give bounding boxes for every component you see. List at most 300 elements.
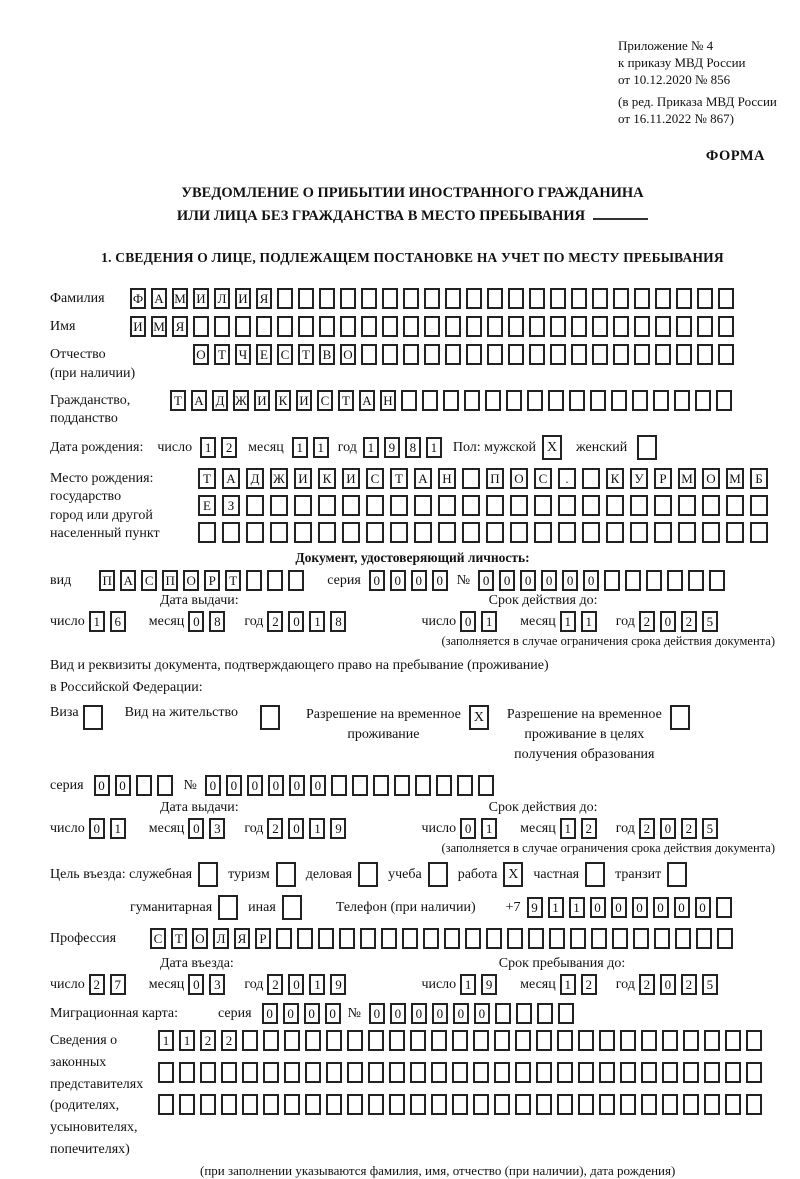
char-box[interactable]: И [294, 468, 312, 489]
char-box[interactable] [360, 928, 376, 949]
char-box[interactable] [508, 344, 524, 365]
stay-day-boxes[interactable] [460, 974, 502, 995]
char-box[interactable]: 1 [309, 611, 325, 632]
char-box[interactable] [537, 1003, 553, 1024]
char-box[interactable] [381, 928, 397, 949]
char-box[interactable] [352, 775, 368, 796]
char-box[interactable] [725, 1030, 741, 1051]
char-box[interactable] [716, 390, 732, 411]
char-box[interactable] [486, 928, 502, 949]
char-box[interactable]: 1 [292, 437, 308, 458]
char-box[interactable] [342, 522, 360, 543]
char-box[interactable] [452, 1062, 468, 1083]
char-box[interactable] [267, 570, 283, 591]
char-box[interactable]: Е [198, 495, 216, 516]
char-box[interactable] [678, 495, 696, 516]
char-box[interactable] [443, 390, 459, 411]
char-box[interactable] [368, 1094, 384, 1115]
char-box[interactable]: Я [234, 928, 250, 949]
char-box[interactable]: 1 [200, 437, 216, 458]
char-box[interactable] [625, 570, 641, 591]
char-box[interactable] [612, 928, 628, 949]
doc-valid-year-boxes[interactable] [639, 611, 723, 632]
temp-residence-checkbox[interactable]: X [469, 705, 489, 730]
char-box[interactable] [326, 1062, 342, 1083]
char-box[interactable] [366, 522, 384, 543]
char-box[interactable] [263, 1030, 279, 1051]
char-box[interactable] [718, 316, 734, 337]
char-box[interactable] [696, 928, 712, 949]
char-box[interactable] [431, 1094, 447, 1115]
char-box[interactable] [549, 928, 565, 949]
char-box[interactable]: М [678, 468, 696, 489]
char-box[interactable]: Н [380, 390, 396, 411]
char-box[interactable]: Ф [130, 288, 146, 309]
char-box[interactable] [478, 775, 494, 796]
char-box[interactable]: Л [213, 928, 229, 949]
char-box[interactable] [494, 1062, 510, 1083]
visa-checkbox[interactable] [83, 705, 103, 730]
char-box[interactable] [235, 316, 251, 337]
char-box[interactable]: С [277, 344, 293, 365]
char-box[interactable]: 1 [560, 611, 576, 632]
char-box[interactable] [487, 344, 503, 365]
char-box[interactable]: Ч [235, 344, 251, 365]
char-box[interactable] [136, 775, 152, 796]
char-box[interactable] [702, 522, 720, 543]
char-box[interactable] [676, 316, 692, 337]
char-box[interactable]: С [141, 570, 157, 591]
char-box[interactable] [662, 1062, 678, 1083]
char-box[interactable] [582, 468, 600, 489]
birth-day-boxes[interactable] [200, 437, 242, 458]
char-box[interactable]: 1 [460, 974, 476, 995]
char-box[interactable] [611, 390, 627, 411]
char-box[interactable] [606, 495, 624, 516]
char-box[interactable]: 0 [562, 570, 578, 591]
char-box[interactable] [534, 495, 552, 516]
representatives-boxes-3[interactable] [158, 1094, 767, 1115]
char-box[interactable]: 0 [583, 570, 599, 591]
birthplace-boxes-1[interactable] [198, 468, 774, 489]
char-box[interactable] [536, 1030, 552, 1051]
char-box[interactable] [485, 390, 501, 411]
char-box[interactable]: 0 [460, 818, 476, 839]
permit-number-boxes[interactable] [205, 775, 499, 796]
name-boxes[interactable] [130, 316, 739, 337]
char-box[interactable] [424, 316, 440, 337]
char-box[interactable] [641, 1094, 657, 1115]
char-box[interactable]: 0 [188, 611, 204, 632]
char-box[interactable] [222, 522, 240, 543]
char-box[interactable] [725, 1062, 741, 1083]
char-box[interactable]: И [296, 390, 312, 411]
char-box[interactable] [529, 316, 545, 337]
char-box[interactable] [487, 288, 503, 309]
char-box[interactable] [242, 1094, 258, 1115]
char-box[interactable] [683, 1062, 699, 1083]
char-box[interactable] [462, 495, 480, 516]
char-box[interactable] [347, 1062, 363, 1083]
permit-valid-month-boxes[interactable] [560, 818, 602, 839]
char-box[interactable] [462, 522, 480, 543]
char-box[interactable] [410, 1094, 426, 1115]
char-box[interactable]: А [414, 468, 432, 489]
char-box[interactable]: О [183, 570, 199, 591]
char-box[interactable] [415, 775, 431, 796]
char-box[interactable] [473, 1094, 489, 1115]
char-box[interactable] [394, 775, 410, 796]
char-box[interactable] [667, 570, 683, 591]
char-box[interactable]: Т [338, 390, 354, 411]
char-box[interactable] [465, 928, 481, 949]
char-box[interactable]: И [130, 316, 146, 337]
char-box[interactable] [444, 928, 460, 949]
char-box[interactable] [702, 495, 720, 516]
char-box[interactable] [242, 1030, 258, 1051]
char-box[interactable] [655, 344, 671, 365]
char-box[interactable] [718, 288, 734, 309]
char-box[interactable] [641, 1062, 657, 1083]
char-box[interactable] [423, 928, 439, 949]
char-box[interactable] [410, 1062, 426, 1083]
char-box[interactable]: 8 [209, 611, 225, 632]
char-box[interactable]: 0 [268, 775, 284, 796]
char-box[interactable]: 1 [309, 818, 325, 839]
char-box[interactable]: 0 [411, 1003, 427, 1024]
char-box[interactable] [457, 775, 473, 796]
char-box[interactable] [452, 1094, 468, 1115]
char-box[interactable]: 2 [200, 1030, 216, 1051]
char-box[interactable]: О [192, 928, 208, 949]
char-box[interactable] [193, 316, 209, 337]
char-box[interactable] [653, 390, 669, 411]
char-box[interactable]: 6 [110, 611, 126, 632]
char-box[interactable] [318, 522, 336, 543]
char-box[interactable] [263, 1062, 279, 1083]
char-box[interactable]: Р [204, 570, 220, 591]
char-box[interactable] [294, 522, 312, 543]
char-box[interactable]: 0 [590, 897, 606, 918]
char-box[interactable] [288, 570, 304, 591]
char-box[interactable] [403, 288, 419, 309]
char-box[interactable] [445, 288, 461, 309]
char-box[interactable] [746, 1062, 762, 1083]
char-box[interactable]: 1 [581, 611, 597, 632]
char-box[interactable] [256, 316, 272, 337]
char-box[interactable] [277, 316, 293, 337]
char-box[interactable]: 1 [481, 818, 497, 839]
char-box[interactable]: А [151, 288, 167, 309]
permit-valid-year-boxes[interactable] [639, 818, 723, 839]
char-box[interactable] [613, 316, 629, 337]
char-box[interactable] [558, 1003, 574, 1024]
char-box[interactable] [318, 928, 334, 949]
char-box[interactable]: 7 [110, 974, 126, 995]
char-box[interactable]: И [342, 468, 360, 489]
char-box[interactable]: 0 [325, 1003, 341, 1024]
char-box[interactable] [424, 288, 440, 309]
char-box[interactable] [716, 897, 732, 918]
char-box[interactable]: С [534, 468, 552, 489]
char-box[interactable]: А [120, 570, 136, 591]
char-box[interactable] [592, 344, 608, 365]
char-box[interactable] [578, 1062, 594, 1083]
char-box[interactable] [305, 1062, 321, 1083]
char-box[interactable]: 0 [115, 775, 131, 796]
char-box[interactable]: Т [225, 570, 241, 591]
char-box[interactable] [326, 1094, 342, 1115]
char-box[interactable]: 0 [432, 570, 448, 591]
char-box[interactable]: 2 [681, 611, 697, 632]
char-box[interactable] [655, 288, 671, 309]
char-box[interactable]: Т [214, 344, 230, 365]
char-box[interactable] [676, 288, 692, 309]
stay-month-boxes[interactable] [560, 974, 602, 995]
char-box[interactable] [402, 928, 418, 949]
char-box[interactable] [662, 1094, 678, 1115]
char-box[interactable]: 2 [221, 437, 237, 458]
char-box[interactable] [717, 928, 733, 949]
char-box[interactable]: Т [171, 928, 187, 949]
char-box[interactable] [571, 288, 587, 309]
char-box[interactable]: 1 [309, 974, 325, 995]
char-box[interactable] [366, 495, 384, 516]
char-box[interactable] [620, 1030, 636, 1051]
char-box[interactable]: 1 [179, 1030, 195, 1051]
char-box[interactable] [590, 390, 606, 411]
purpose-study-checkbox[interactable] [428, 862, 448, 887]
char-box[interactable]: 2 [639, 611, 655, 632]
char-box[interactable]: 0 [390, 1003, 406, 1024]
char-box[interactable] [158, 1062, 174, 1083]
char-box[interactable] [634, 344, 650, 365]
char-box[interactable] [646, 570, 662, 591]
char-box[interactable] [414, 522, 432, 543]
char-box[interactable] [464, 390, 480, 411]
birth-year-boxes[interactable] [363, 437, 447, 458]
char-box[interactable] [704, 1094, 720, 1115]
purpose-work-checkbox[interactable]: X [503, 862, 523, 887]
char-box[interactable] [515, 1062, 531, 1083]
char-box[interactable]: Д [212, 390, 228, 411]
char-box[interactable]: . [558, 468, 576, 489]
char-box[interactable] [697, 316, 713, 337]
char-box[interactable] [654, 495, 672, 516]
char-box[interactable] [200, 1094, 216, 1115]
char-box[interactable]: Б [750, 468, 768, 489]
char-box[interactable] [507, 928, 523, 949]
char-box[interactable] [368, 1062, 384, 1083]
char-box[interactable] [516, 1003, 532, 1024]
female-checkbox[interactable] [637, 435, 657, 460]
char-box[interactable] [678, 522, 696, 543]
char-box[interactable]: 0 [695, 897, 711, 918]
char-box[interactable] [462, 468, 480, 489]
char-box[interactable]: П [486, 468, 504, 489]
char-box[interactable]: 0 [499, 570, 515, 591]
char-box[interactable]: Л [214, 288, 230, 309]
char-box[interactable]: С [150, 928, 166, 949]
char-box[interactable] [613, 288, 629, 309]
char-box[interactable] [704, 1062, 720, 1083]
char-box[interactable]: 0 [660, 818, 676, 839]
char-box[interactable] [599, 1094, 615, 1115]
char-box[interactable] [726, 495, 744, 516]
char-box[interactable]: 0 [304, 1003, 320, 1024]
char-box[interactable]: 1 [313, 437, 329, 458]
char-box[interactable] [750, 495, 768, 516]
doc-valid-month-boxes[interactable] [560, 611, 602, 632]
char-box[interactable]: 0 [283, 1003, 299, 1024]
char-box[interactable] [340, 288, 356, 309]
char-box[interactable]: Р [255, 928, 271, 949]
char-box[interactable] [466, 316, 482, 337]
char-box[interactable] [592, 288, 608, 309]
permit-issue-month-boxes[interactable] [188, 818, 230, 839]
char-box[interactable]: К [606, 468, 624, 489]
char-box[interactable]: 1 [426, 437, 442, 458]
entry-day-boxes[interactable] [89, 974, 131, 995]
char-box[interactable]: 1 [89, 611, 105, 632]
char-box[interactable]: 0 [188, 818, 204, 839]
char-box[interactable] [473, 1062, 489, 1083]
char-box[interactable] [675, 928, 691, 949]
char-box[interactable] [486, 522, 504, 543]
char-box[interactable] [494, 1094, 510, 1115]
char-box[interactable] [305, 1094, 321, 1115]
char-box[interactable] [389, 1094, 405, 1115]
purpose-humanitarian-checkbox[interactable] [218, 895, 238, 920]
char-box[interactable]: Ж [233, 390, 249, 411]
char-box[interactable] [297, 928, 313, 949]
char-box[interactable]: М [151, 316, 167, 337]
stay-year-boxes[interactable] [639, 974, 723, 995]
doc-type-boxes[interactable] [99, 570, 309, 591]
char-box[interactable]: Т [170, 390, 186, 411]
char-box[interactable] [214, 316, 230, 337]
char-box[interactable]: 0 [460, 611, 476, 632]
char-box[interactable]: 0 [369, 1003, 385, 1024]
char-box[interactable] [389, 1062, 405, 1083]
char-box[interactable] [340, 316, 356, 337]
representatives-boxes-1[interactable] [158, 1030, 767, 1051]
migration-number-boxes[interactable] [369, 1003, 579, 1024]
char-box[interactable] [431, 1062, 447, 1083]
char-box[interactable] [676, 344, 692, 365]
doc-issue-month-boxes[interactable] [188, 611, 230, 632]
char-box[interactable]: 2 [267, 974, 283, 995]
char-box[interactable]: 1 [560, 974, 576, 995]
char-box[interactable] [630, 495, 648, 516]
char-box[interactable]: И [254, 390, 270, 411]
char-box[interactable] [473, 1030, 489, 1051]
char-box[interactable] [347, 1030, 363, 1051]
char-box[interactable]: А [222, 468, 240, 489]
representatives-boxes-2[interactable] [158, 1062, 767, 1083]
char-box[interactable]: 0 [89, 818, 105, 839]
char-box[interactable] [424, 344, 440, 365]
char-box[interactable] [305, 1030, 321, 1051]
char-box[interactable] [466, 344, 482, 365]
char-box[interactable] [179, 1094, 195, 1115]
doc-series-boxes[interactable] [369, 570, 453, 591]
char-box[interactable]: 0 [411, 570, 427, 591]
char-box[interactable]: 8 [330, 611, 346, 632]
char-box[interactable] [158, 1094, 174, 1115]
char-box[interactable] [410, 1030, 426, 1051]
char-box[interactable] [662, 1030, 678, 1051]
char-box[interactable]: Р [654, 468, 672, 489]
char-box[interactable]: 0 [262, 1003, 278, 1024]
char-box[interactable] [298, 288, 314, 309]
char-box[interactable] [466, 288, 482, 309]
char-box[interactable] [361, 344, 377, 365]
entry-year-boxes[interactable] [267, 974, 351, 995]
char-box[interactable] [246, 570, 262, 591]
char-box[interactable] [578, 1030, 594, 1051]
char-box[interactable] [495, 1003, 511, 1024]
char-box[interactable] [527, 390, 543, 411]
char-box[interactable] [633, 928, 649, 949]
purpose-private-checkbox[interactable] [585, 862, 605, 887]
profession-boxes[interactable] [150, 928, 738, 949]
char-box[interactable] [634, 316, 650, 337]
char-box[interactable]: 2 [89, 974, 105, 995]
char-box[interactable] [263, 1094, 279, 1115]
doc-issue-year-boxes[interactable] [267, 611, 351, 632]
char-box[interactable]: 2 [681, 974, 697, 995]
char-box[interactable]: 1 [158, 1030, 174, 1051]
char-box[interactable] [389, 1030, 405, 1051]
char-box[interactable]: 2 [581, 974, 597, 995]
char-box[interactable] [550, 316, 566, 337]
char-box[interactable] [339, 928, 355, 949]
surname-boxes[interactable] [130, 288, 739, 309]
char-box[interactable] [569, 390, 585, 411]
char-box[interactable]: К [275, 390, 291, 411]
char-box[interactable] [347, 1094, 363, 1115]
doc-issue-day-boxes[interactable] [89, 611, 131, 632]
char-box[interactable]: 3 [209, 818, 225, 839]
char-box[interactable] [654, 522, 672, 543]
char-box[interactable]: 9 [330, 818, 346, 839]
purpose-other-checkbox[interactable] [282, 895, 302, 920]
char-box[interactable]: 0 [541, 570, 557, 591]
char-box[interactable]: 0 [390, 570, 406, 591]
char-box[interactable] [620, 1062, 636, 1083]
purpose-business-checkbox[interactable] [358, 862, 378, 887]
char-box[interactable] [452, 1030, 468, 1051]
char-box[interactable] [599, 1030, 615, 1051]
char-box[interactable] [591, 928, 607, 949]
char-box[interactable] [438, 522, 456, 543]
char-box[interactable] [571, 316, 587, 337]
char-box[interactable]: Н [438, 468, 456, 489]
char-box[interactable] [382, 344, 398, 365]
char-box[interactable]: 2 [639, 974, 655, 995]
char-box[interactable]: 5 [702, 974, 718, 995]
char-box[interactable] [634, 288, 650, 309]
char-box[interactable]: М [172, 288, 188, 309]
char-box[interactable] [438, 495, 456, 516]
char-box[interactable]: О [702, 468, 720, 489]
char-box[interactable]: 2 [639, 818, 655, 839]
char-box[interactable] [487, 316, 503, 337]
char-box[interactable]: 0 [453, 1003, 469, 1024]
char-box[interactable]: С [366, 468, 384, 489]
char-box[interactable] [604, 570, 620, 591]
